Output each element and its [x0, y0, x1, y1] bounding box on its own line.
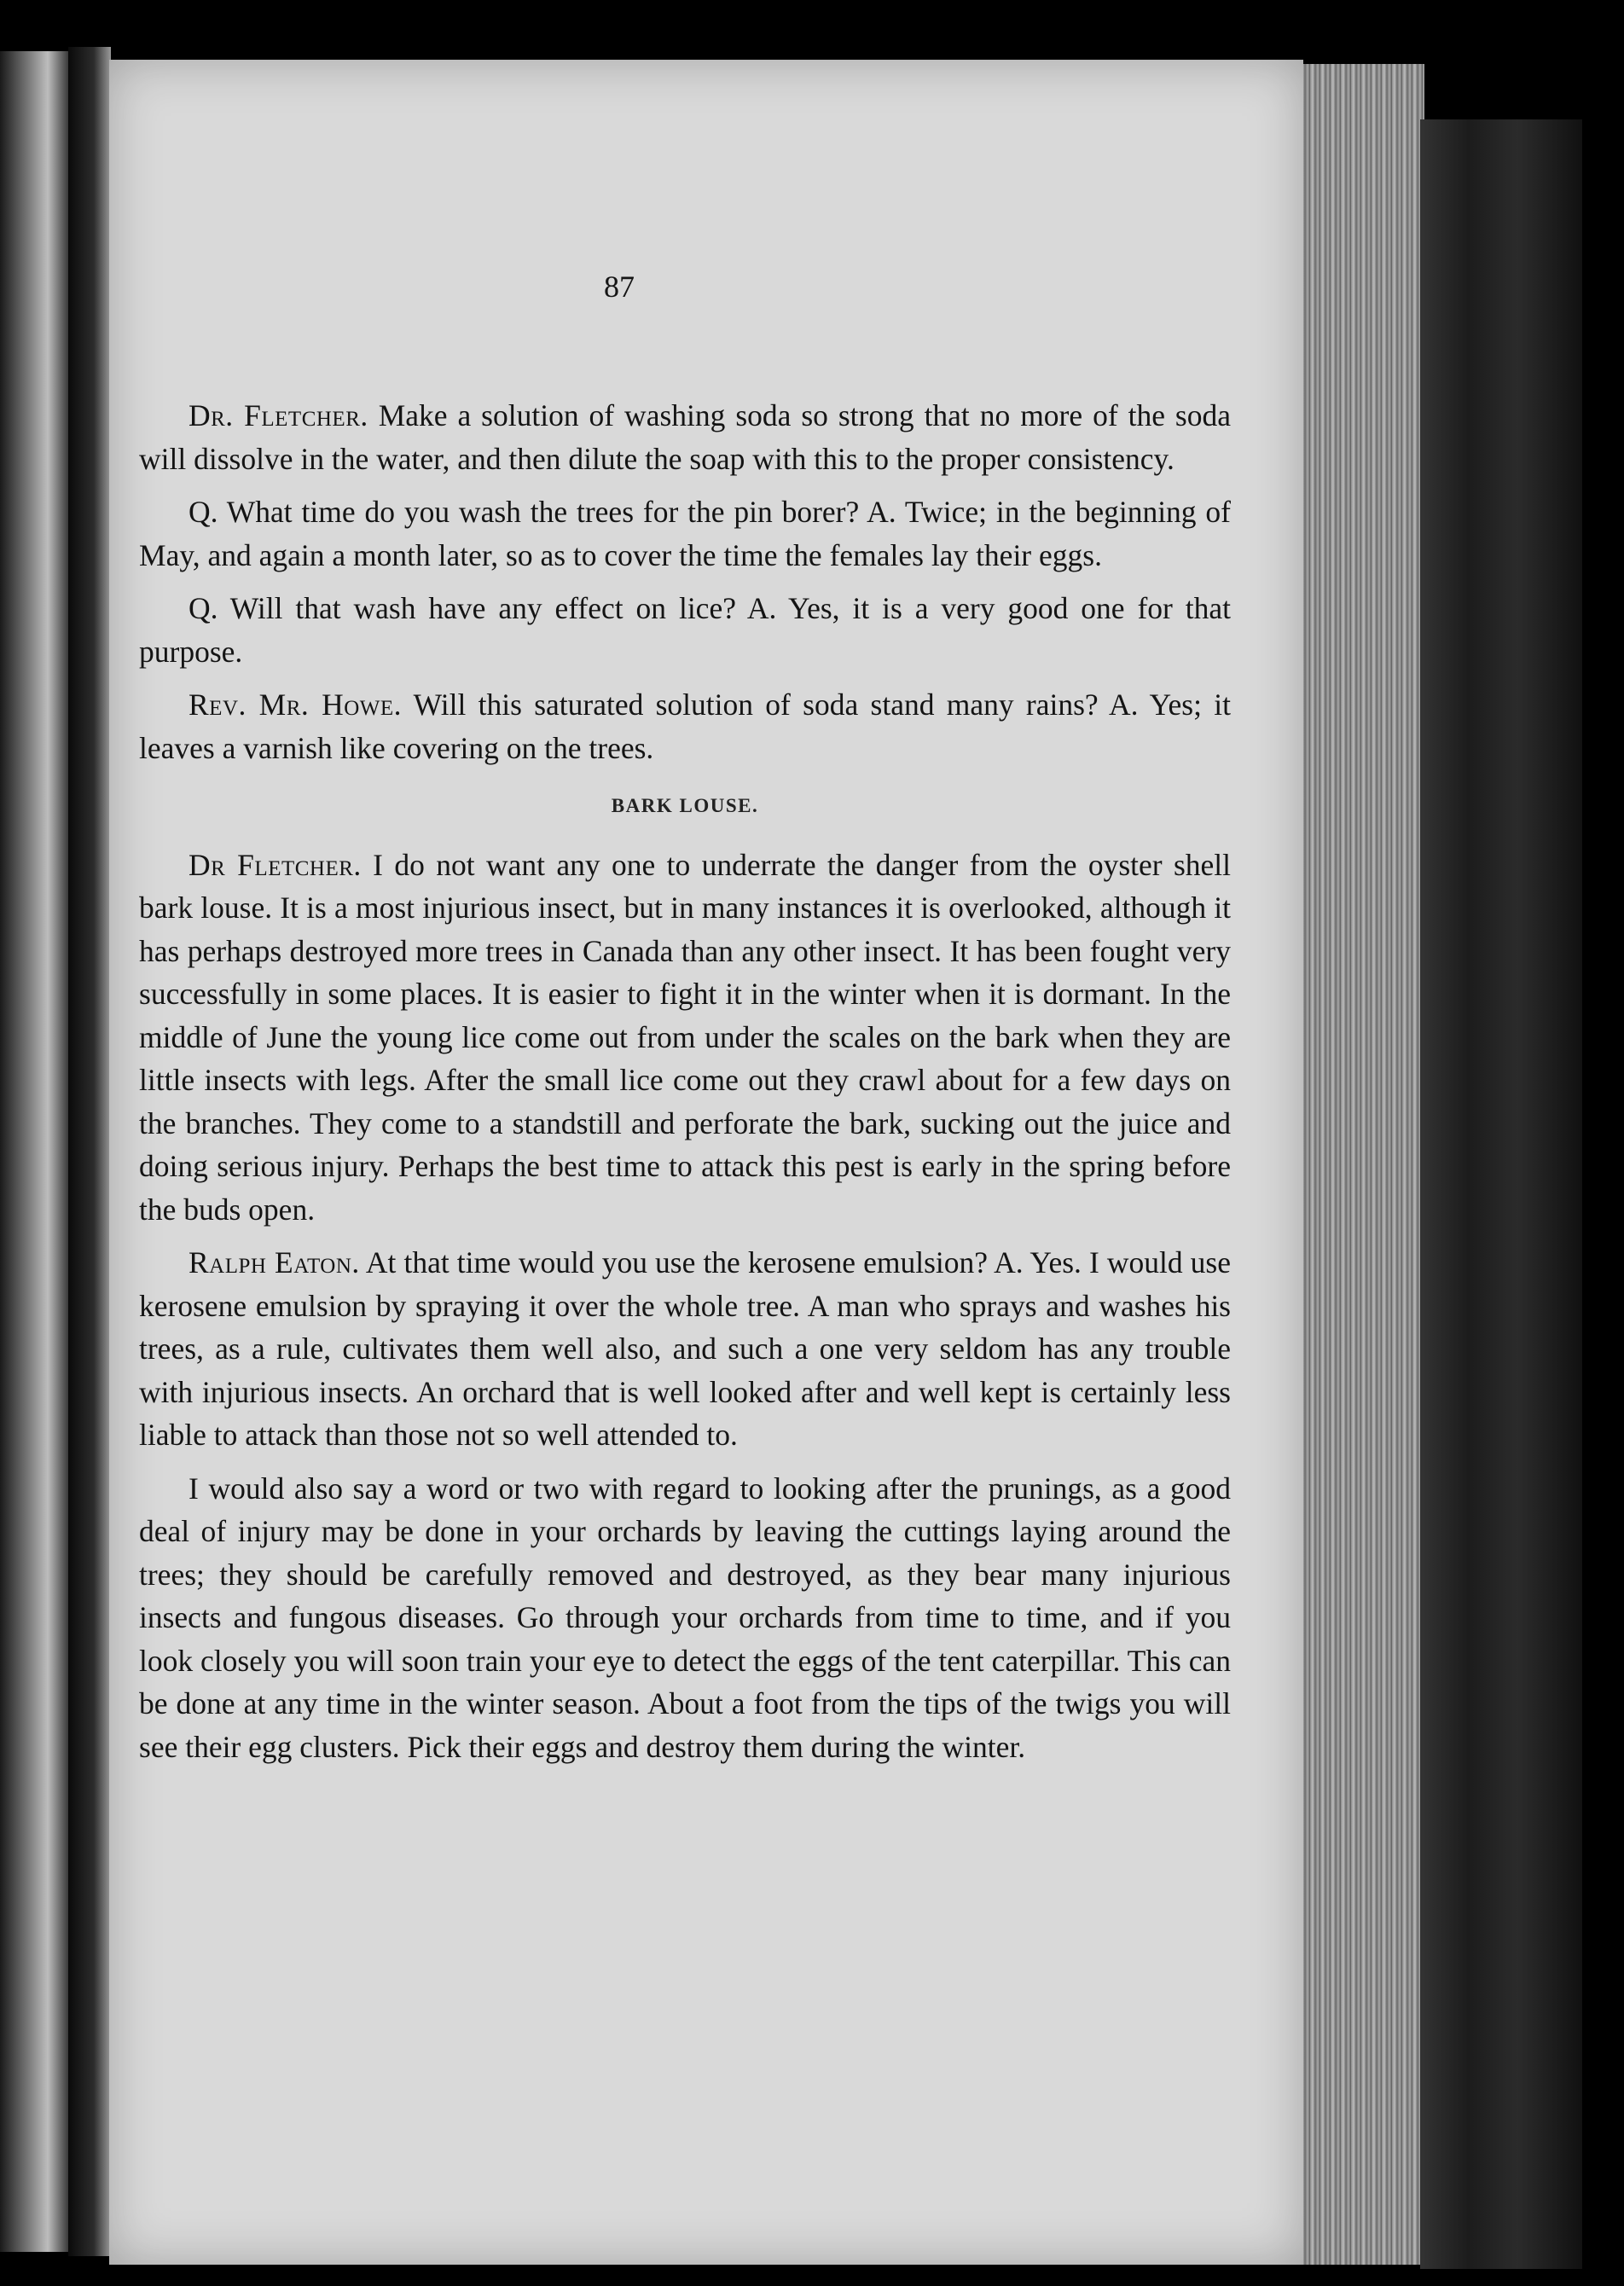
paragraph-text: Q. Will that wash have any effect on lice? A. Yes, it is a very good one for that purpose.	[139, 591, 1231, 669]
paragraph-text: Make a solution of washing soda so strong that no more of the soda will dissolve in the water, and then dilute the soap with this to the proper consistency.	[139, 398, 1231, 476]
paragraph-text: I do not want any one to underrate the danger from the oyster shell bark louse. It is a most injurious insect, but in many instances it is overlooked, although it has perhaps destroyed more trees in Canada than any other insect. It has been fought very successfully in some places. It is easier to fight it in the winter when it is dormant. In the middle of June the young lice come out from under the scales on the bark when they are little insects with legs. After the small lice come out they crawl about for a few days on the branches. They come to a standstill and perforate the bark, sucking out the juice and doing serious injury. Perhaps the best time to attack this pest is early in the spring before the buds open.	[139, 847, 1231, 1227]
paragraph	[139, 844, 1231, 1232]
paragraph-text: At that time would you use the kerosene emulsion? A. Yes. I would use kerosene emulsion by spraying it over the whole tree. A man who sprays and washes his trees, as a rule, cultivates them well also, and such a one very seldom has any trouble with injurious insects. An orchard that is well looked after and well kept is certainly less liable to attack than those not so well attended to.	[139, 1245, 1231, 1452]
paragraph	[139, 683, 1231, 769]
paragraph	[139, 394, 1231, 480]
paragraph-text: Will this saturated solution of soda stand many rains? A. Yes; it leaves a varnish like covering on the trees.	[139, 688, 1231, 765]
book-gutter	[68, 47, 111, 2256]
paragraph	[139, 1467, 1231, 1769]
paragraph-text: Q. What time do you wash the trees for the pin borer? A. Twice; in the beginning of May, and again a month later, so as to cover the time the females lay their eggs.	[139, 495, 1231, 572]
book-page	[109, 60, 1303, 2265]
speaker-name: Dr. Fletcher.	[188, 398, 368, 432]
facing-page-edge	[0, 51, 68, 2252]
book-binding	[1420, 119, 1582, 2269]
paragraph	[139, 587, 1231, 673]
paragraph	[139, 1241, 1231, 1457]
speaker-name: Dr Fletcher.	[188, 847, 362, 882]
page-body	[139, 394, 1231, 1778]
paragraph	[139, 490, 1231, 577]
page-number: 87	[604, 270, 635, 304]
paragraph-text: I would also say a word or two with regard to looking after the prunings, as a good deal of injury may be done in your orchards by leaving the cuttings laying around the trees; they should be carefully removed and destroyed, as they bear many injurious insects and fungous diseases. Go through your orchards from time to time, and if you look closely you will soon train your eye to detect the eggs of the tent caterpillar. This can be done at any time in the winter season. About a foot from the tips of the twigs you will see their egg clusters. Pick their eggs and destroy them during the winter.	[139, 1471, 1231, 1764]
section-heading: BARK LOUSE.	[611, 795, 759, 816]
speaker-name: Ralph Eaton.	[188, 1245, 360, 1279]
speaker-name: Rev. Mr. Howe.	[188, 688, 402, 722]
